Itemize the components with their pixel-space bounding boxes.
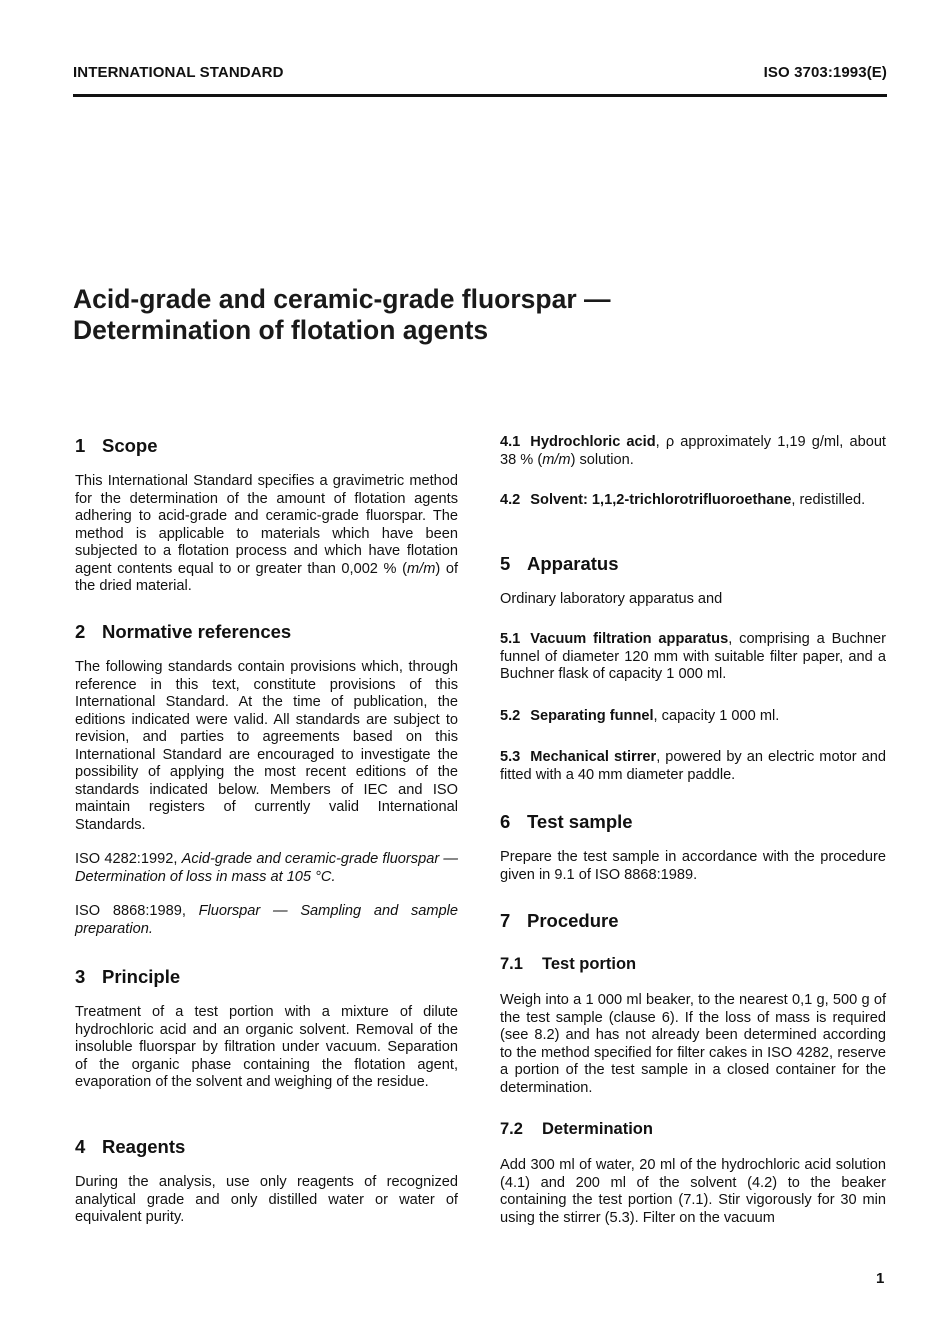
term: Solvent: 1,1,2-trichlorotrifluoroethane (530, 492, 792, 508)
test-portion-paragraph: Weigh into a 1 000 ml beaker, to the nearest 0,1 g, 500 g of the test sample (clause 6). If the loss of mass is required (see 8.2) and has not already been determined according to the method specified for filter cakes in ISO 4282, reserve a portion of the test sample in a closed container for the determination. (500, 992, 886, 1096)
clause-number: 5.3 (500, 749, 521, 765)
section-title: Scope (102, 435, 158, 456)
test-sample-paragraph: Prepare the test sample in accordance with the procedure given in 9.1 of ISO 8868:1989. (500, 849, 886, 883)
section-number: 1 (75, 435, 86, 456)
text: Acid-grade and ceramic-grade fluorspar — Determination of loss in mass at 105 °C. (75, 851, 458, 885)
section-title: Test portion (542, 955, 637, 973)
principle-paragraph: Treatment of a test portion with a mixture of dilute hydrochloric acid and an organic solvent. Removal of the insoluble fluorspar by filtration under vacuum. Separation of the organic phase containing the flotation agent, evaporation of the solvent and weighing of the residue. (75, 1004, 458, 1090)
title-line-2: Determination of flotation agents (73, 315, 489, 345)
section-title: Test sample (527, 811, 633, 832)
section-title: Procedure (527, 910, 619, 931)
apparatus-5-1 (500, 631, 886, 684)
heading-test-sample (500, 811, 633, 833)
heading-determination (500, 1120, 653, 1139)
heading-scope (75, 435, 158, 457)
reagent-4-2 (500, 492, 886, 510)
clause-number: 4.2 (500, 492, 521, 508)
section-number: 2 (75, 621, 86, 642)
header-rule (73, 94, 887, 97)
reference-iso-4282 (75, 851, 458, 886)
heading-principle (75, 966, 180, 988)
text: m/m (542, 451, 571, 468)
header-right: ISO 3703:1993(E) (763, 64, 887, 81)
header-left: INTERNATIONAL STANDARD (73, 64, 284, 81)
heading-normative-references (75, 621, 291, 643)
title-line-1: Acid-grade and ceramic-grade fluorspar — (73, 284, 611, 314)
normative-paragraph: The following standards contain provisions which, through reference in this text, constitute provisions of this International Standard. At the time of publication, the editions indicated were valid. All standards are subject to revision, and parties to agreements based on this International Standard are encouraged to investigate the possibility of applying the most recent editions of the standards indicated below. Members of IEC and ISO maintain registers of currently valid International Standards. (75, 659, 458, 833)
section-number: 7 (500, 910, 511, 931)
apparatus-paragraph: Ordinary laboratory apparatus and (500, 591, 723, 607)
page-number: 1 (876, 1270, 885, 1287)
section-number: 7.2 (500, 1120, 523, 1138)
section-number: 6 (500, 811, 511, 832)
section-title: Determination (542, 1120, 653, 1138)
clause-number: 5.1 (500, 631, 521, 647)
heading-reagents (75, 1136, 185, 1158)
text: ISO 8868:1989, (75, 903, 186, 919)
heading-apparatus (500, 553, 619, 575)
clause-number: 4.1 (500, 434, 521, 450)
section-number: 4 (75, 1136, 86, 1157)
section-title: Reagents (102, 1136, 186, 1157)
reference-iso-8868 (75, 903, 458, 938)
reagent-4-1 (500, 434, 886, 469)
section-title: Apparatus (527, 553, 619, 574)
term: Separating funnel (530, 708, 654, 724)
text: , powered by an electric motor and fitted with a 40 mm diameter paddle. (500, 749, 886, 783)
scope-paragraph (75, 473, 458, 596)
text: , ρ approximately 1,19 g/ml, about 38 % ( (500, 434, 886, 468)
section-number: 5 (500, 553, 511, 574)
term: Vacuum filtration apparatus (530, 631, 729, 647)
text: Fluorspar — Sampling and sample preparation. (75, 903, 458, 937)
text: ) solution. (570, 451, 634, 468)
section-title: Principle (102, 966, 181, 987)
text: , redistilled. (791, 492, 866, 508)
clause-number: 5.2 (500, 708, 521, 724)
term: Hydrochloric acid (530, 434, 656, 450)
term: Mechanical stirrer (530, 749, 657, 765)
text: m/m (406, 560, 436, 577)
apparatus-5-3 (500, 749, 886, 784)
reagents-paragraph: During the analysis, use only reagents of recognized analytical grade and only distilled water or water of equivalent purity. (75, 1174, 458, 1225)
heading-test-portion (500, 955, 636, 974)
heading-procedure (500, 910, 619, 932)
text: This International Standard specifies a gravimetric method for the determination of the amount of flotation agents adhering to acid-grade and ceramic-grade fluorspar. The method is applicable to materials which have been subjected to a flotation process and which have flotation agent contents equal to or greater than 0,002 % ( (75, 473, 458, 577)
text: ISO 4282:1992, (75, 851, 178, 867)
text: , comprising a Buchner funnel of diameter 120 mm with suitable filter paper, and a Buchner flask of capacity 1 000 ml. (500, 631, 886, 682)
text: ) of the dried material. (75, 560, 458, 594)
document-title (73, 284, 611, 346)
section-number: 3 (75, 966, 86, 987)
determination-paragraph: Add 300 ml of water, 20 ml of the hydrochloric acid solution (4.1) and 200 ml of the solvent (4.2) to the beaker containing the test portion (7.1). Stir vigorously for 30 min using the stirrer (5.3). Filter on the vacuum (500, 1157, 886, 1226)
section-number: 7.1 (500, 955, 523, 973)
text: , capacity 1 000 ml. (653, 708, 780, 724)
section-title: Normative references (102, 621, 292, 642)
apparatus-5-2 (500, 708, 886, 726)
